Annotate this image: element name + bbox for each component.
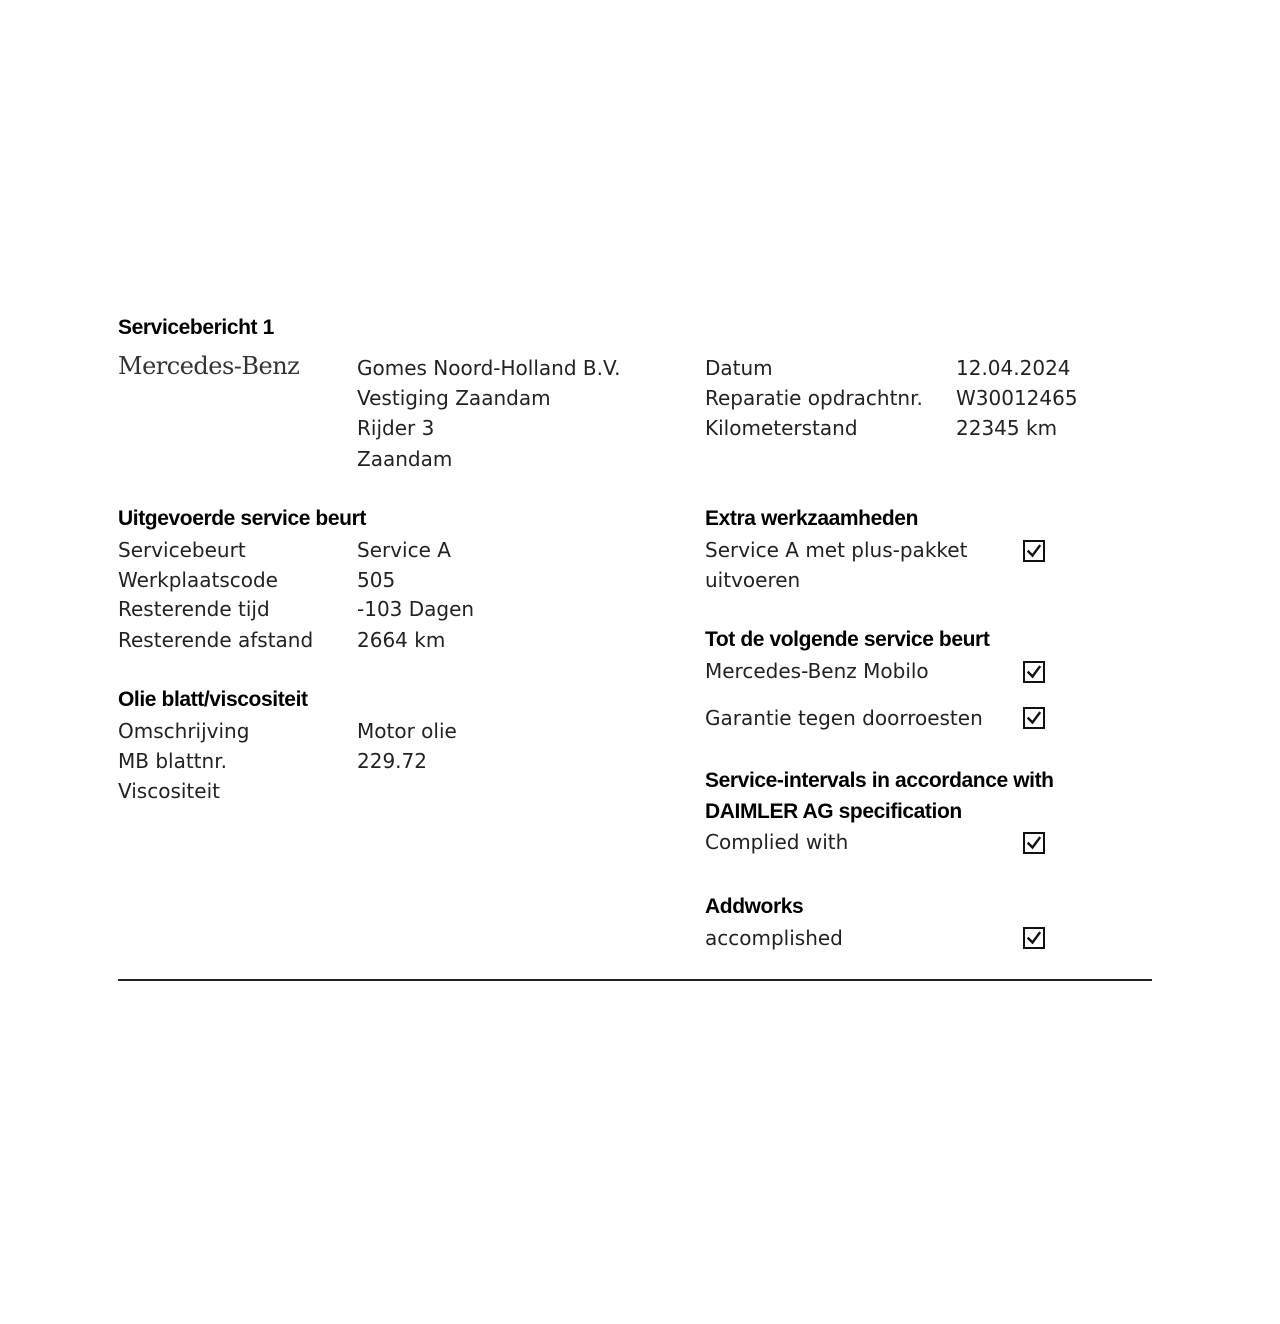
info-value-mileage: 22345 km <box>956 416 1058 440</box>
oil-value: 229.72 <box>357 749 427 773</box>
addworks-label: accomplished <box>705 926 843 950</box>
checkmark-icon <box>1026 835 1042 851</box>
service-label: Servicebeurt <box>118 538 246 562</box>
oil-label: Omschrijving <box>118 719 250 743</box>
checkmark-icon <box>1026 543 1042 559</box>
dealer-branch: Vestiging Zaandam <box>357 386 551 410</box>
info-label-mileage: Kilometerstand <box>705 416 858 440</box>
next-item-checkbox[interactable] <box>1023 707 1045 729</box>
brand-logo: Mercedes-Benz <box>118 352 300 380</box>
intervals-checkbox[interactable] <box>1023 832 1045 854</box>
page-title: Servicebericht 1 <box>118 316 274 339</box>
divider <box>118 979 1152 981</box>
oil-label: Viscositeit <box>118 779 220 803</box>
next-heading: Tot de volgende service beurt <box>705 628 990 651</box>
dealer-city: Zaandam <box>357 447 453 471</box>
extra-heading: Extra werkzaamheden <box>705 507 919 530</box>
oil-label: MB blattnr. <box>118 749 227 773</box>
service-heading: Uitgevoerde service beurt <box>118 507 366 530</box>
addworks-checkbox[interactable] <box>1023 927 1045 949</box>
info-value-date: 12.04.2024 <box>956 356 1071 380</box>
extra-line-2: uitvoeren <box>705 568 801 592</box>
service-value: -103 Dagen <box>357 597 475 621</box>
service-value: 2664 km <box>357 628 446 652</box>
extra-checkbox[interactable] <box>1023 540 1045 562</box>
service-label: Werkplaatscode <box>118 568 278 592</box>
dealer-name: Gomes Noord-Holland B.V. <box>357 356 621 380</box>
info-label-date: Datum <box>705 356 773 380</box>
checkmark-icon <box>1026 710 1042 726</box>
oil-heading: Olie blatt/viscositeit <box>118 688 308 711</box>
info-label-order: Reparatie opdrachtnr. <box>705 386 923 410</box>
service-value: Service A <box>357 538 451 562</box>
checkmark-icon <box>1026 664 1042 680</box>
oil-value: Motor olie <box>357 719 457 743</box>
intervals-label: Complied with <box>705 830 849 854</box>
service-value: 505 <box>357 568 396 592</box>
service-label: Resterende afstand <box>118 628 314 652</box>
dealer-street: Rijder 3 <box>357 416 435 440</box>
next-item-checkbox[interactable] <box>1023 661 1045 683</box>
checkmark-icon <box>1026 930 1042 946</box>
next-item-label: Garantie tegen doorroesten <box>705 706 983 730</box>
info-value-order: W30012465 <box>956 386 1078 410</box>
service-label: Resterende tijd <box>118 597 270 621</box>
addworks-heading: Addworks <box>705 895 804 918</box>
intervals-heading-line-2: DAIMLER AG specification <box>705 800 962 823</box>
next-item-label: Mercedes-Benz Mobilo <box>705 659 929 683</box>
intervals-heading-line-1: Service-intervals in accordance with <box>705 769 1054 792</box>
extra-line-1: Service A met plus-pakket <box>705 538 968 562</box>
